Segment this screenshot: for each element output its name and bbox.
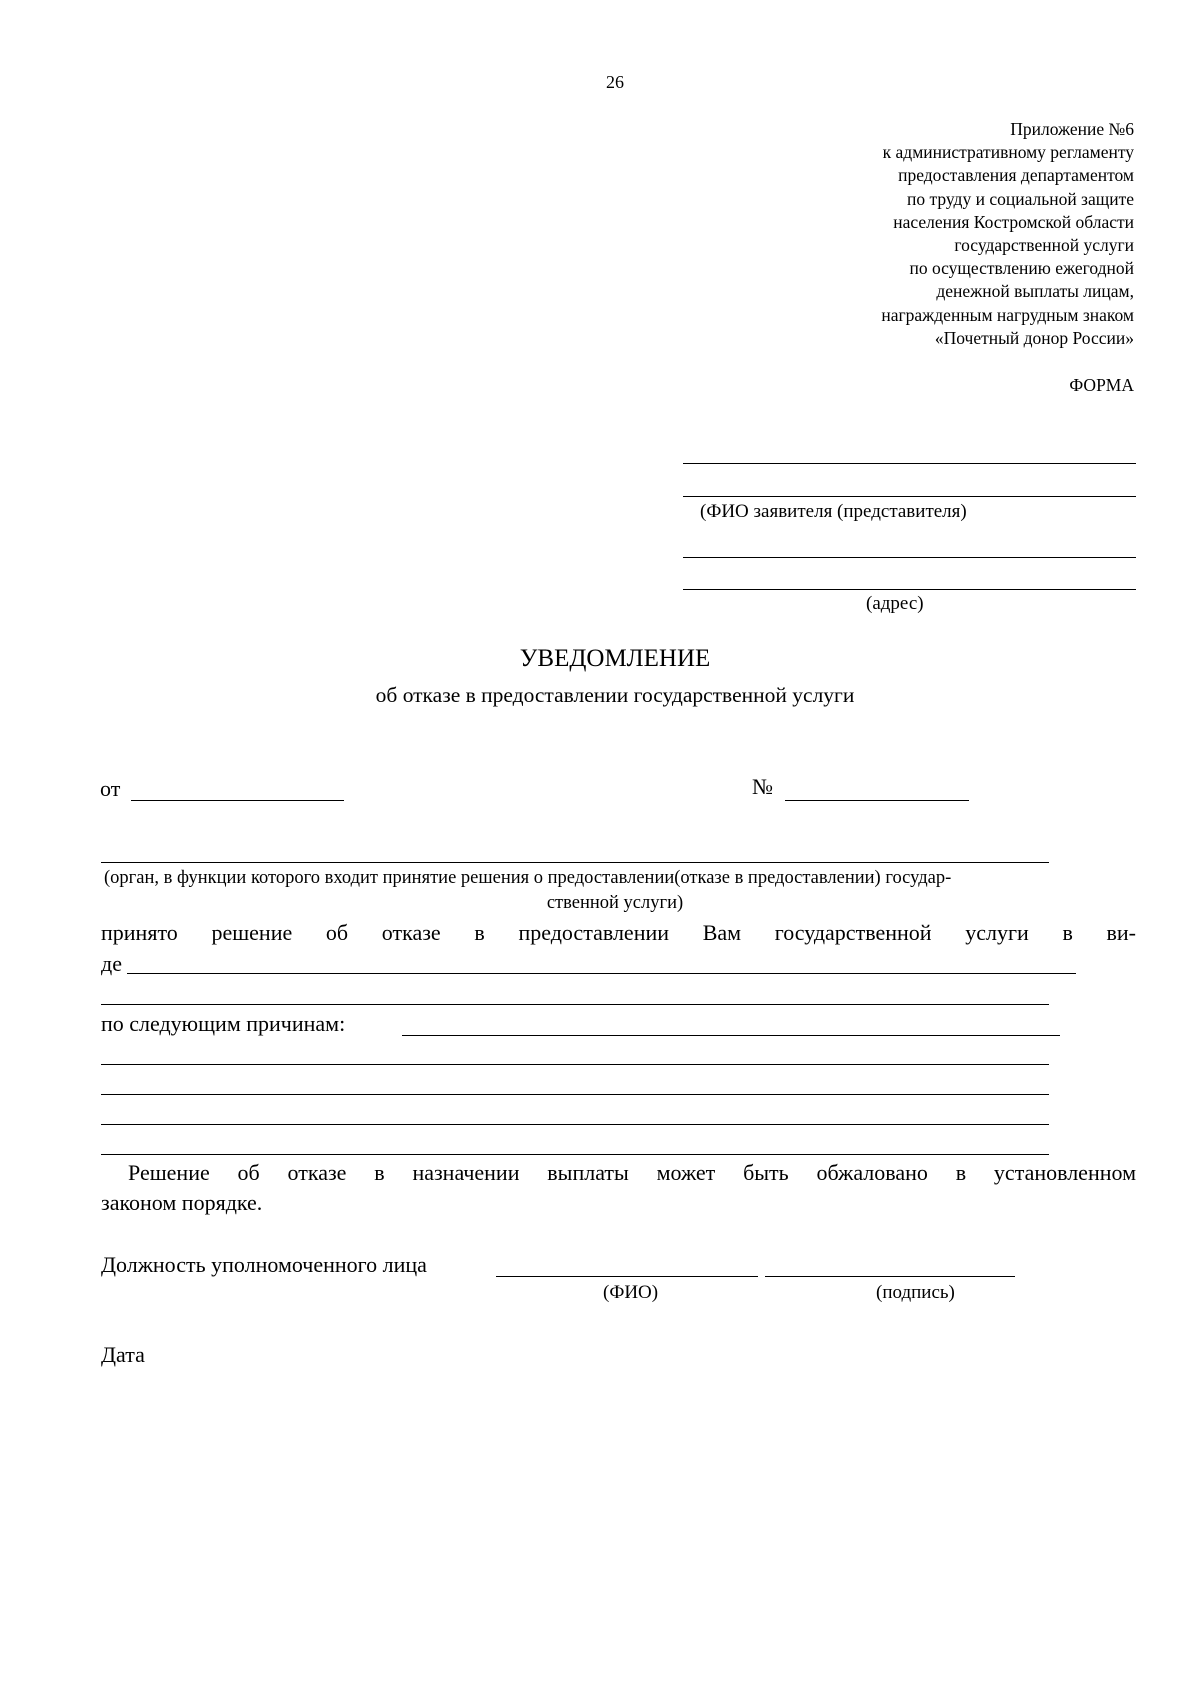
reasons-label: по следующим причинам: <box>101 1011 346 1036</box>
form-label: ФОРМА <box>1069 375 1134 395</box>
document-subtitle: об отказе в предоставлении государственной услуги <box>375 683 855 707</box>
appendix-line: населения Костромской области <box>893 211 1134 232</box>
fio-field-line-1[interactable] <box>683 463 1136 464</box>
number-field-line[interactable] <box>785 800 969 801</box>
reasons-field-line-1[interactable] <box>402 1035 1060 1036</box>
appendix-line: по труду и социальной защите <box>907 188 1134 209</box>
organ-field-line[interactable] <box>101 862 1049 863</box>
reasons-field-line-3[interactable] <box>101 1094 1049 1095</box>
reasons-field-line-4[interactable] <box>101 1124 1049 1125</box>
fio-field-line-2[interactable] <box>683 496 1136 497</box>
appendix-line: по осуществлению ежегодной <box>909 258 1134 279</box>
appendix-line: к административному регламенту <box>882 142 1134 163</box>
date-label: от <box>100 776 121 801</box>
appendix-line: государственной услуги <box>954 235 1134 256</box>
document-title: УВЕДОМЛЕНИЕ <box>519 645 711 672</box>
reasons-field-line-2[interactable] <box>101 1064 1049 1065</box>
decision-text-continued: де <box>101 951 122 976</box>
appeal-text: Решение об отказе в назначении выплаты может быть обжаловано в установленном <box>128 1160 1136 1185</box>
decision-text: принято решение об отказе в предоставлении Вам государственной услуги в ви- <box>101 920 1136 945</box>
number-label: № <box>752 774 773 799</box>
date-field-line[interactable] <box>131 800 344 801</box>
decision-field-line[interactable] <box>127 973 1076 974</box>
organ-caption-continued: ственной услуги) <box>546 893 684 913</box>
address-field-line-1[interactable] <box>683 557 1136 558</box>
official-signature-field-line[interactable] <box>765 1276 1015 1277</box>
fio-label: (ФИО) <box>603 1282 659 1303</box>
official-fio-field-line[interactable] <box>496 1276 758 1277</box>
appendix-line: Приложение №6 <box>1010 119 1134 139</box>
signature-label: (подпись) <box>876 1282 955 1303</box>
reasons-field-line-5[interactable] <box>101 1154 1049 1155</box>
appeal-text-continued: законом порядке. <box>101 1190 263 1215</box>
appendix-line: предоставления департаментом <box>898 165 1134 186</box>
appendix-line: «Почетный донор России» <box>934 327 1134 348</box>
fio-caption: (ФИО заявителя (представителя) <box>700 501 967 522</box>
address-caption: (адрес) <box>866 593 924 614</box>
organ-caption: (орган, в функции которого входит принятие решения о предоставлении(отказе в предоставлении) государ- <box>104 868 952 888</box>
appendix-line: награжденным нагрудным знаком <box>881 304 1134 325</box>
decision-field-line-2[interactable] <box>101 1004 1049 1005</box>
date-footer-label: Дата <box>101 1342 145 1367</box>
official-position-label: Должность уполномоченного лица <box>101 1252 427 1277</box>
address-field-line-2[interactable] <box>683 589 1136 590</box>
appendix-header <box>881 118 1134 350</box>
appendix-line: денежной выплаты лицам, <box>936 281 1134 302</box>
page-number: 26 <box>606 72 624 92</box>
